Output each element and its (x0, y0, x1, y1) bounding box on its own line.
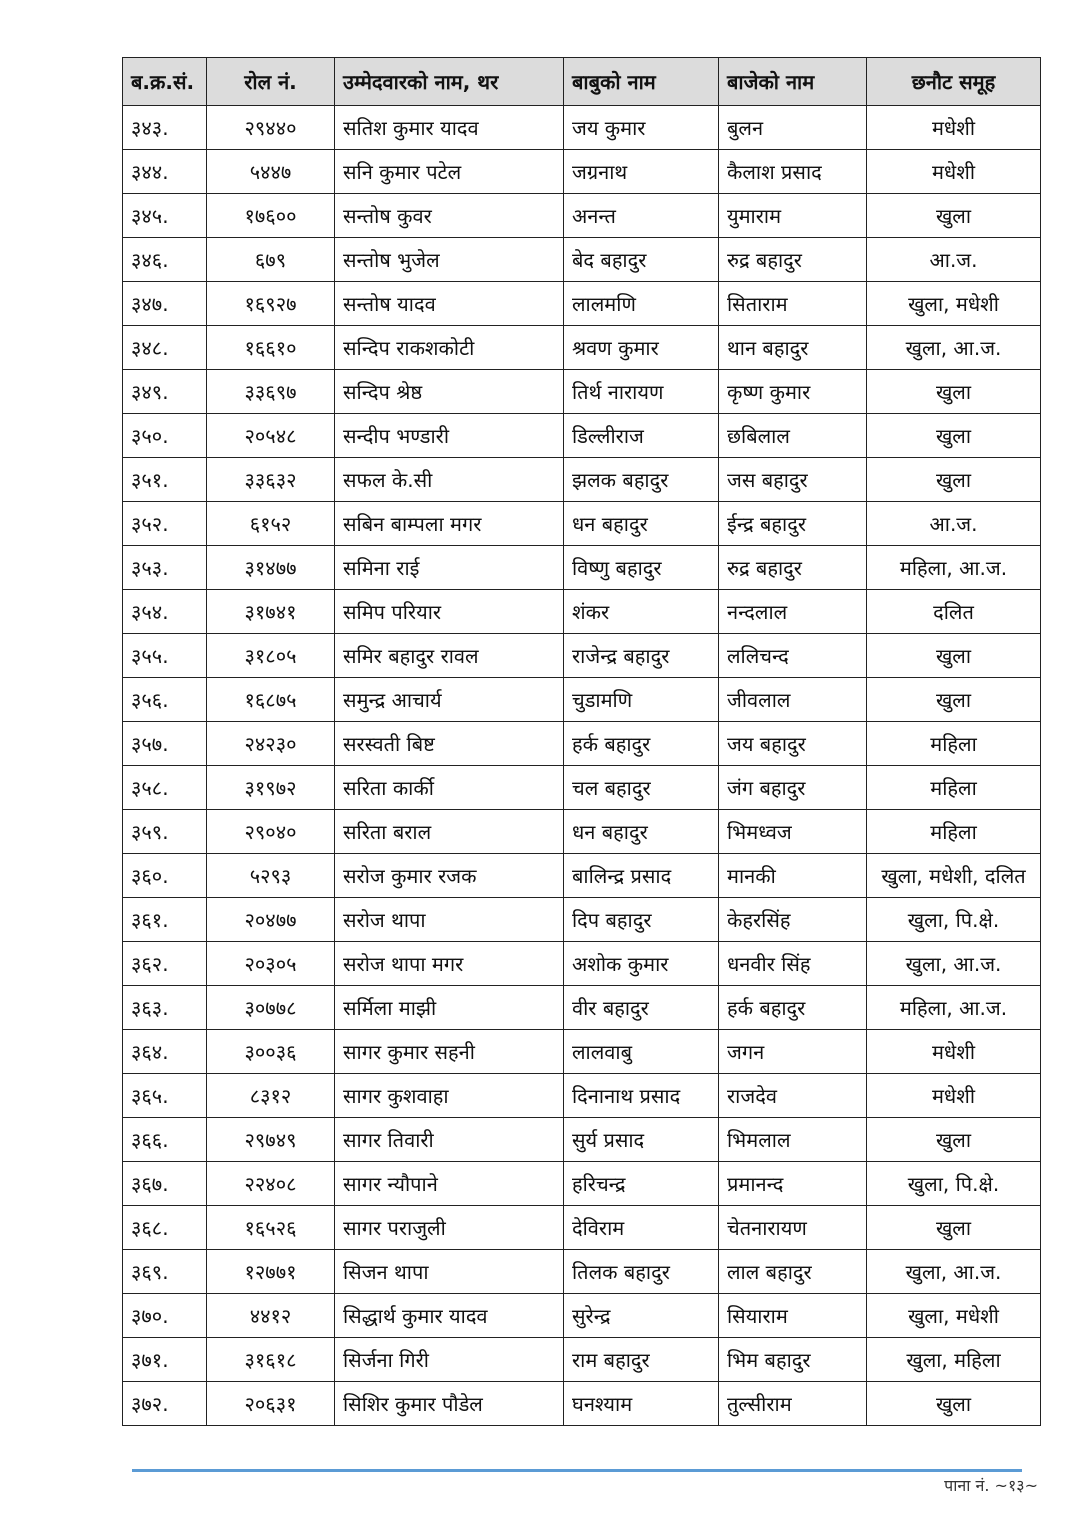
roll-number-cell: ८३१२ (207, 1074, 335, 1118)
serial-number-cell: ३६३. (123, 986, 207, 1030)
selection-group-cell: खुला (867, 1382, 1041, 1426)
roll-number-cell: २९७४९ (207, 1118, 335, 1162)
serial-number-cell: ३६२. (123, 942, 207, 986)
grandfather-name-cell: कैलाश प्रसाद (719, 150, 867, 194)
serial-number-cell: ३४५. (123, 194, 207, 238)
selection-group-cell: खुला, पि.क्षे. (867, 898, 1041, 942)
selection-group-cell: खुला, आ.ज. (867, 1250, 1041, 1294)
candidate-name-cell: सर्मिला माझी (335, 986, 564, 1030)
serial-number-cell: ३४३. (123, 106, 207, 150)
father-name-cell: धन बहादुर (564, 502, 719, 546)
serial-number-cell: ३५३. (123, 546, 207, 590)
selection-group-cell: खुला (867, 1206, 1041, 1250)
candidate-name-cell: सिर्जना गिरी (335, 1338, 564, 1382)
grandfather-name-cell: युमाराम (719, 194, 867, 238)
serial-number-cell: ३४९. (123, 370, 207, 414)
father-name-cell: बालिन्द्र प्रसाद (564, 854, 719, 898)
grandfather-name-cell: केहरसिंह (719, 898, 867, 942)
roll-number-cell: २९०४० (207, 810, 335, 854)
candidate-name-cell: सफल के.सी (335, 458, 564, 502)
roll-number-cell: ५२९३ (207, 854, 335, 898)
roll-number-cell: १६६१० (207, 326, 335, 370)
selection-group-cell: खुला, आ.ज. (867, 942, 1041, 986)
grandfather-name-cell: जय बहादुर (719, 722, 867, 766)
grandfather-name-cell: सिताराम (719, 282, 867, 326)
father-name-cell: वीर बहादुर (564, 986, 719, 1030)
header-selection-group: छनौट समूह (867, 58, 1041, 106)
father-name-cell: अनन्त (564, 194, 719, 238)
candidate-name-cell: सागर कुशवाहा (335, 1074, 564, 1118)
serial-number-cell: ३६५. (123, 1074, 207, 1118)
selection-group-cell: आ.ज. (867, 238, 1041, 282)
father-name-cell: सुरेन्द्र (564, 1294, 719, 1338)
selection-group-cell: महिला (867, 810, 1041, 854)
table-row (123, 634, 1041, 678)
candidate-name-cell: सिद्धार्थ कुमार यादव (335, 1294, 564, 1338)
selection-group-cell: मधेशी (867, 1074, 1041, 1118)
candidate-name-cell: सनि कुमार पटेल (335, 150, 564, 194)
serial-number-cell: ३६८. (123, 1206, 207, 1250)
grandfather-name-cell: थान बहादुर (719, 326, 867, 370)
father-name-cell: डिल्लीराज (564, 414, 719, 458)
serial-number-cell: ३७२. (123, 1382, 207, 1426)
roll-number-cell: १६९२७ (207, 282, 335, 326)
selection-group-cell: खुला, मधेशी (867, 1294, 1041, 1338)
serial-number-cell: ३७१. (123, 1338, 207, 1382)
grandfather-name-cell: जीवलाल (719, 678, 867, 722)
table-row (123, 1074, 1041, 1118)
table-row (123, 1162, 1041, 1206)
father-name-cell: श्रवण कुमार (564, 326, 719, 370)
table-row (123, 590, 1041, 634)
father-name-cell: अशोक कुमार (564, 942, 719, 986)
serial-number-cell: ३६१. (123, 898, 207, 942)
grandfather-name-cell: चेतनारायण (719, 1206, 867, 1250)
grandfather-name-cell: मानकी (719, 854, 867, 898)
grandfather-name-cell: भिम बहादुर (719, 1338, 867, 1382)
table-row (123, 1250, 1041, 1294)
selection-group-cell: खुला, महिला (867, 1338, 1041, 1382)
candidate-name-cell: सागर तिवारी (335, 1118, 564, 1162)
selection-group-cell: खुला (867, 1118, 1041, 1162)
candidate-name-cell: सन्दीप भण्डारी (335, 414, 564, 458)
table-row (123, 414, 1041, 458)
candidate-name-cell: समिप परियार (335, 590, 564, 634)
selection-group-cell: मधेशी (867, 1030, 1041, 1074)
selection-group-cell: खुला, पि.क्षे. (867, 1162, 1041, 1206)
candidate-name-cell: सन्दिप राकशकोटी (335, 326, 564, 370)
table-row (123, 1030, 1041, 1074)
grandfather-name-cell: नन्दलाल (719, 590, 867, 634)
candidate-name-cell: सन्दिप श्रेष्ठ (335, 370, 564, 414)
roll-number-cell: ३०७७८ (207, 986, 335, 1030)
father-name-cell: चल बहादुर (564, 766, 719, 810)
father-name-cell: चुडामणि (564, 678, 719, 722)
roll-number-cell: ४४१२ (207, 1294, 335, 1338)
selection-group-cell: आ.ज. (867, 502, 1041, 546)
results-table (122, 57, 1041, 1426)
roll-number-cell: ३१४७७ (207, 546, 335, 590)
father-name-cell: शंकर (564, 590, 719, 634)
header-candidate-name: उम्मेदवारको नाम, थर (335, 58, 564, 106)
grandfather-name-cell: भिमध्वज (719, 810, 867, 854)
table-row (123, 326, 1041, 370)
table-row (123, 1338, 1041, 1382)
header-roll-number: रोल नं. (207, 58, 335, 106)
father-name-cell: बेद बहादुर (564, 238, 719, 282)
grandfather-name-cell: तुल्सीराम (719, 1382, 867, 1426)
footer-divider (132, 1469, 1022, 1472)
selection-group-cell: महिला (867, 766, 1041, 810)
serial-number-cell: ३५५. (123, 634, 207, 678)
header-father-name: बाबुको नाम (564, 58, 719, 106)
roll-number-cell: १६८७५ (207, 678, 335, 722)
candidate-name-cell: सरस्वती बिष्ट (335, 722, 564, 766)
roll-number-cell: २२४०८ (207, 1162, 335, 1206)
table-row (123, 1118, 1041, 1162)
table-row (123, 282, 1041, 326)
selection-group-cell: खुला (867, 194, 1041, 238)
roll-number-cell: ३३६३२ (207, 458, 335, 502)
serial-number-cell: ३५०. (123, 414, 207, 458)
father-name-cell: राजेन्द्र बहादुर (564, 634, 719, 678)
table-row (123, 370, 1041, 414)
table-row (123, 942, 1041, 986)
selection-group-cell: खुला, मधेशी (867, 282, 1041, 326)
table-row (123, 238, 1041, 282)
serial-number-cell: ३६६. (123, 1118, 207, 1162)
father-name-cell: तिर्थ नारायण (564, 370, 719, 414)
candidate-name-cell: सतिश कुमार यादव (335, 106, 564, 150)
roll-number-cell: १७६०० (207, 194, 335, 238)
serial-number-cell: ३४७. (123, 282, 207, 326)
candidate-name-cell: सरोज थापा मगर (335, 942, 564, 986)
table-row (123, 1382, 1041, 1426)
grandfather-name-cell: प्रमानन्द (719, 1162, 867, 1206)
selection-group-cell: खुला, मधेशी, दलित (867, 854, 1041, 898)
selection-group-cell: मधेशी (867, 106, 1041, 150)
father-name-cell: सुर्य प्रसाद (564, 1118, 719, 1162)
roll-number-cell: ३१८०५ (207, 634, 335, 678)
candidate-name-cell: सरोज थापा (335, 898, 564, 942)
selection-group-cell: खुला (867, 370, 1041, 414)
serial-number-cell: ३७०. (123, 1294, 207, 1338)
serial-number-cell: ३५२. (123, 502, 207, 546)
father-name-cell: धन बहादुर (564, 810, 719, 854)
grandfather-name-cell: राजदेव (719, 1074, 867, 1118)
serial-number-cell: ३६०. (123, 854, 207, 898)
roll-number-cell: ६१५२ (207, 502, 335, 546)
serial-number-cell: ३५६. (123, 678, 207, 722)
candidate-name-cell: सागर पराजुली (335, 1206, 564, 1250)
candidate-name-cell: समिर बहादुर रावल (335, 634, 564, 678)
candidate-name-cell: सागर न्यौपाने (335, 1162, 564, 1206)
roll-number-cell: ३३६९७ (207, 370, 335, 414)
serial-number-cell: ३५१. (123, 458, 207, 502)
father-name-cell: दिनानाथ प्रसाद (564, 1074, 719, 1118)
roll-number-cell: ६७९ (207, 238, 335, 282)
selection-group-cell: खुला, आ.ज. (867, 326, 1041, 370)
serial-number-cell: ३५७. (123, 722, 207, 766)
grandfather-name-cell: जगन (719, 1030, 867, 1074)
roll-number-cell: ५४४७ (207, 150, 335, 194)
grandfather-name-cell: धनवीर सिंह (719, 942, 867, 986)
father-name-cell: लालवाबु (564, 1030, 719, 1074)
grandfather-name-cell: जंग बहादुर (719, 766, 867, 810)
table-row (123, 810, 1041, 854)
grandfather-name-cell: जस बहादुर (719, 458, 867, 502)
serial-number-cell: ३६४. (123, 1030, 207, 1074)
roll-number-cell: २०६३१ (207, 1382, 335, 1426)
father-name-cell: झलक बहादुर (564, 458, 719, 502)
roll-number-cell: २०३०५ (207, 942, 335, 986)
selection-group-cell: खुला (867, 414, 1041, 458)
serial-number-cell: ३४८. (123, 326, 207, 370)
serial-number-cell: ३५९. (123, 810, 207, 854)
grandfather-name-cell: भिमलाल (719, 1118, 867, 1162)
grandfather-name-cell: बुलन (719, 106, 867, 150)
table-row (123, 546, 1041, 590)
table-row (123, 502, 1041, 546)
father-name-cell: घनश्याम (564, 1382, 719, 1426)
serial-number-cell: ३६७. (123, 1162, 207, 1206)
grandfather-name-cell: कृष्ण कुमार (719, 370, 867, 414)
father-name-cell: हरिचन्द्र (564, 1162, 719, 1206)
selection-group-cell: महिला, आ.ज. (867, 546, 1041, 590)
page-number: पाना नं. ~१३~ (944, 1476, 1038, 1495)
selection-group-cell: खुला (867, 458, 1041, 502)
table-row (123, 766, 1041, 810)
grandfather-name-cell: छबिलाल (719, 414, 867, 458)
roll-number-cell: १२७७१ (207, 1250, 335, 1294)
table-row (123, 678, 1041, 722)
father-name-cell: हर्क बहादुर (564, 722, 719, 766)
grandfather-name-cell: सियाराम (719, 1294, 867, 1338)
candidate-name-cell: सिजन थापा (335, 1250, 564, 1294)
grandfather-name-cell: रुद्र बहादुर (719, 238, 867, 282)
table-row (123, 722, 1041, 766)
grandfather-name-cell: लाल बहादुर (719, 1250, 867, 1294)
candidate-name-cell: सागर कुमार सहनी (335, 1030, 564, 1074)
table-row (123, 1294, 1041, 1338)
selection-group-cell: महिला (867, 722, 1041, 766)
father-name-cell: जय कुमार (564, 106, 719, 150)
candidate-name-cell: समिना राई (335, 546, 564, 590)
roll-number-cell: ३००३६ (207, 1030, 335, 1074)
serial-number-cell: ३४४. (123, 150, 207, 194)
serial-number-cell: ३४६. (123, 238, 207, 282)
roll-number-cell: ३१९७२ (207, 766, 335, 810)
candidate-name-cell: सबिन बाम्पला मगर (335, 502, 564, 546)
serial-number-cell: ३५४. (123, 590, 207, 634)
roll-number-cell: २०४७७ (207, 898, 335, 942)
grandfather-name-cell: हर्क बहादुर (719, 986, 867, 1030)
father-name-cell: राम बहादुर (564, 1338, 719, 1382)
candidate-name-cell: सरोज कुमार रजक (335, 854, 564, 898)
table-row (123, 986, 1041, 1030)
table-row (123, 458, 1041, 502)
roll-number-cell: ३१७४१ (207, 590, 335, 634)
roll-number-cell: २९४४० (207, 106, 335, 150)
header-serial-number: ब.क्र.सं. (123, 58, 207, 106)
roll-number-cell: १६५२६ (207, 1206, 335, 1250)
grandfather-name-cell: रुद्र बहादुर (719, 546, 867, 590)
candidate-name-cell: सन्तोष भुजेल (335, 238, 564, 282)
father-name-cell: जग्रनाथ (564, 150, 719, 194)
candidate-name-cell: सन्तोष यादव (335, 282, 564, 326)
table-row (123, 150, 1041, 194)
serial-number-cell: ३५८. (123, 766, 207, 810)
candidate-name-cell: सन्तोष कुवर (335, 194, 564, 238)
table-row (123, 898, 1041, 942)
father-name-cell: तिलक बहादुर (564, 1250, 719, 1294)
roll-number-cell: २०५४८ (207, 414, 335, 458)
table-row (123, 194, 1041, 238)
grandfather-name-cell: ललिचन्द (719, 634, 867, 678)
selection-group-cell: दलित (867, 590, 1041, 634)
candidate-name-cell: सिशिर कुमार पौडेल (335, 1382, 564, 1426)
header-grandfather-name: बाजेको नाम (719, 58, 867, 106)
father-name-cell: देविराम (564, 1206, 719, 1250)
table-row (123, 106, 1041, 150)
candidate-name-cell: समुन्द्र आचार्य (335, 678, 564, 722)
selection-group-cell: खुला (867, 634, 1041, 678)
roll-number-cell: २४२३० (207, 722, 335, 766)
table-header-row (123, 58, 1041, 106)
roll-number-cell: ३१६१८ (207, 1338, 335, 1382)
table-row (123, 854, 1041, 898)
candidate-name-cell: सरिता बराल (335, 810, 564, 854)
selection-group-cell: मधेशी (867, 150, 1041, 194)
serial-number-cell: ३६९. (123, 1250, 207, 1294)
father-name-cell: दिप बहादुर (564, 898, 719, 942)
grandfather-name-cell: ईन्द्र बहादुर (719, 502, 867, 546)
father-name-cell: विष्णु बहादुर (564, 546, 719, 590)
selection-group-cell: खुला (867, 678, 1041, 722)
table-row (123, 1206, 1041, 1250)
father-name-cell: लालमणि (564, 282, 719, 326)
candidate-name-cell: सरिता कार्की (335, 766, 564, 810)
selection-group-cell: महिला, आ.ज. (867, 986, 1041, 1030)
